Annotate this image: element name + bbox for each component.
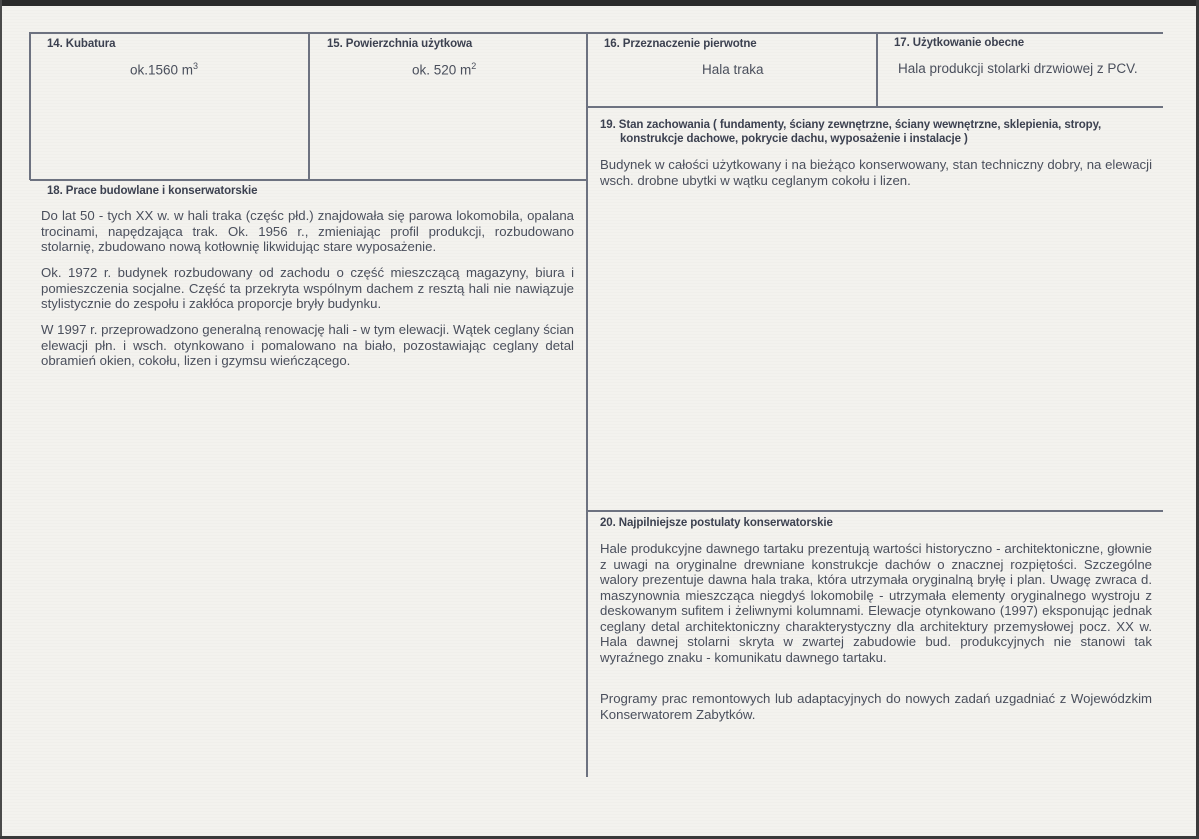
- field-17-value: Hala produkcji stolarki drzwiowej z PCV.: [898, 61, 1138, 76]
- field-15-label: 15. Powierzchnia użytkowa: [327, 38, 473, 50]
- line-above-20: [587, 510, 1163, 512]
- field-16-value: Hala traka: [702, 62, 764, 77]
- divider-16-17: [876, 32, 878, 107]
- field-18-paragraph-2: Ok. 1972 r. budynek rozbudowany od zachodu o część mieszczącą magazyny, biura i pomieszczenia socjalne. Część ta przekryta wspólnym dachem z resztą hali nie nawiązuje stylistycznie do zespołu i zakłóca proporcje bryły budynku.: [41, 265, 574, 311]
- left-border-line: [29, 32, 31, 180]
- field-14-label: 14. Kubatura: [47, 38, 116, 50]
- center-divider: [586, 32, 588, 777]
- field-20-label: 20. Najpilniejsze postulaty konserwatorskie: [600, 517, 833, 529]
- field-18-paragraph-3: W 1997 r. przeprowadzono generalną renowację hali - w tym elewacji. Wątek ceglany ścian elewacji płn. i wsch. otynkowano i pomalowano na biało, pozostawiając ceglany detal obramień okien, cokołu, lizen i gzymsu wieńczącego.: [41, 322, 574, 368]
- scan-edge-top: [0, 0, 1199, 6]
- field-15-value: ok. 520 $m^2$: [412, 61, 477, 78]
- scan-edge-left: [0, 0, 2, 839]
- field-19-label-line2: konstrukcje dachowe, pokrycie dachu, wyposażenie i instalacje ): [620, 133, 968, 145]
- field-17-label: 17. Użytkowanie obecne: [894, 37, 1025, 49]
- divider-14-15: [308, 32, 310, 180]
- field-18-label: 18. Prace budowlane i konserwatorskie: [47, 185, 258, 197]
- field-20-paragraph-2: Programy prac remontowych lub adaptacyjnych do nowych zadań uzgadniać z Wojewódzkim Konserwatorem Zabytków.: [600, 691, 1152, 722]
- field-16-label: 16. Przeznaczenie pierwotne: [604, 38, 757, 50]
- line-above-18: [30, 179, 587, 181]
- field-18-paragraph-1: Do lat 50 - tych XX w. w hali traka (częśc płd.) znajdowała się parowa lokomobila, opalana trocinami, napędzająca trak. Ok. 1956 r., zmieniając profil produkcji, rozbudowano stolarnię, zbudowano nową kotłownię likwidując stare wyposażenie.: [41, 208, 574, 254]
- top-border-line: [30, 32, 1163, 34]
- field-20-paragraph-1: Hale produkcyjne dawnego tartaku prezentują wartości historyczno - architektoniczne, głownie z uwagi na oryginalne drewniane konstrukcje dachów o znacznej rozpiętości. Szczególne walory prezentuje dawna hala traka, która utrzymała oryginalną bryłę i plan. Uwagę zwraca d. maszynownia mieszcząca niegdyś lokomobilę - utrzymała elementy oryginalnego wystroju z deskowanym sufitem i żeliwnymi kolumnami. Elewacje otynkowano (1997) eksponując jednak ceglany detal architektoniczny charakterystyczny dla architektury przemysłowej pocz. XX w. Hala dawnej stolarni skryta w zwartej zabudowie bud. produkcyjnych nie stanowi tak wyraźnego znaku - komunikatu dawnego tartaku.: [600, 541, 1152, 665]
- line-above-19: [587, 106, 1163, 108]
- field-19-text: Budynek w całości użytkowany i na bieżąco konserwowany, stan techniczny dobry, na elewacji wsch. drobne ubytki w wątku ceglanym cokołu i lizen.: [600, 157, 1152, 188]
- field-19-label-line1: 19. Stan zachowania ( fundamenty, ściany zewnętrzne, ściany wewnętrzne, sklepienia, stropy,: [600, 119, 1102, 131]
- field-14-value: ok.1560 $m^3$: [130, 61, 199, 78]
